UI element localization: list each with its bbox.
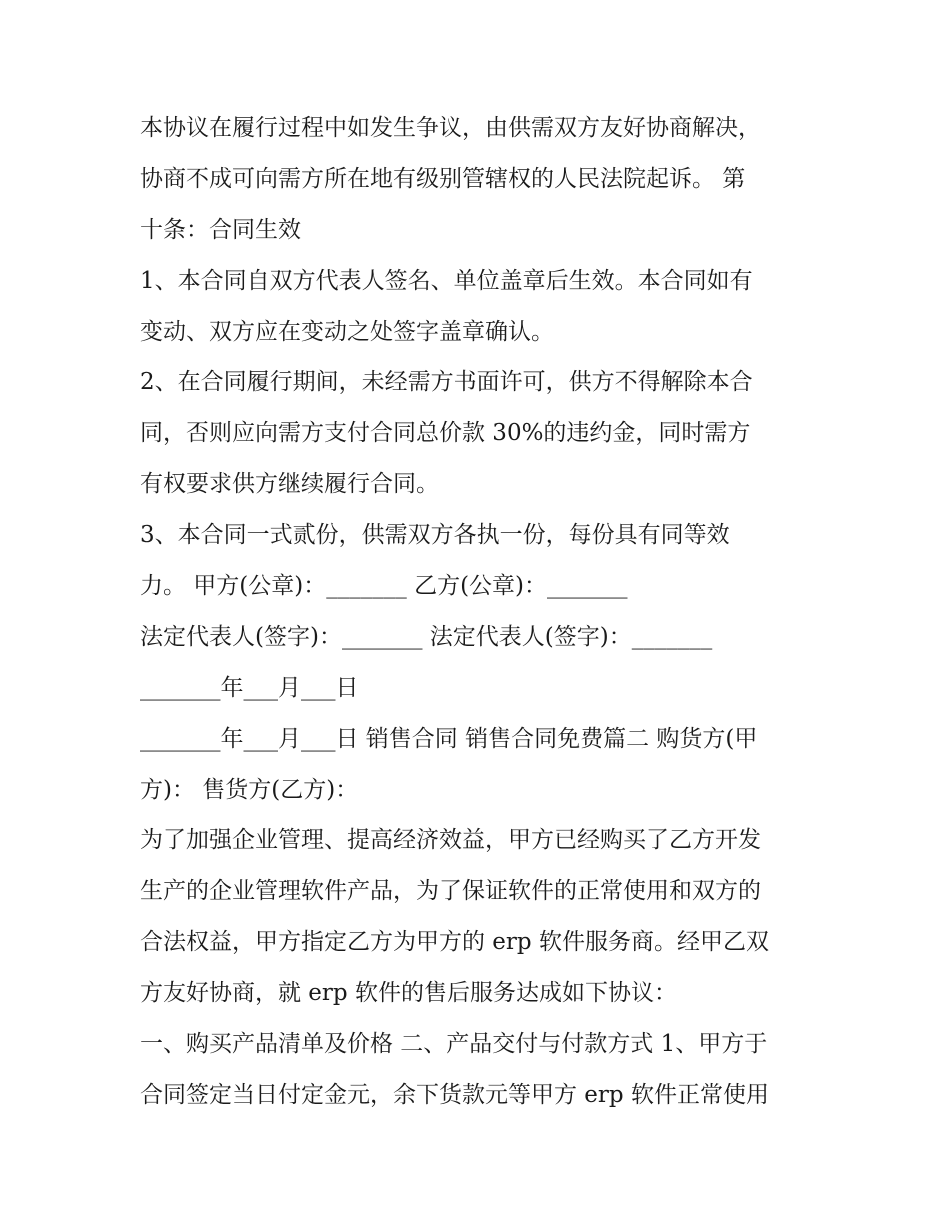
- signature-line-representatives: 法定代表人(签字)：_______ 法定代表人(签字)：_______: [140, 623, 713, 650]
- text-line-clause-1-cont: 变动、双方应在变动之处签字盖章确认。: [140, 318, 554, 345]
- text-line-sections: 一、购买产品清单及价格 二、产品交付与付款方式 1、甲方于: [140, 1031, 768, 1058]
- signature-line-seals: 力。 甲方(公章)：_______ 乙方(公章)：_______: [140, 573, 628, 600]
- date-line-party-b: _______年___月___日 销售合同 销售合同免费篇二 购货方(甲: [140, 725, 758, 752]
- text-line-clause-2-cont: 同，否则应向需方支付合同总价款 30%的违约金，同时需方: [140, 420, 751, 447]
- text-line-preamble-3: 合法权益，甲方指定乙方为甲方的 erp 软件服务商。经甲乙双: [140, 929, 769, 956]
- document-body: [140, 103, 830, 1121]
- section-heading-effectiveness: 十条：合同生效: [140, 216, 301, 243]
- text-line-payment: 合同签定当日付定金元，余下货款元等甲方 erp 软件正常使用: [140, 1081, 769, 1108]
- text-line-court: 协商不成可向需方所在地有级别管辖权的人民法院起诉。 第: [140, 165, 746, 192]
- text-line-clause-2: 2、在合同履行期间，未经需方书面许可，供方不得解除本合: [140, 369, 753, 396]
- text-line-preamble: 为了加强企业管理、提高经济效益，甲方已经购买了乙方开发: [140, 827, 761, 854]
- text-line-parties: 方)： 售货方(乙方)：: [140, 776, 359, 803]
- text-line-clause-1: 1、本合同自双方代表人签名、单位盖章后生效。本合同如有: [140, 267, 753, 294]
- text-line-clause-3: 3、本合同一式贰份，供需双方各执一份，每份具有同等效: [140, 522, 730, 549]
- text-line-dispute: 本协议在履行过程中如发生争议，由供需双方友好协商解决，: [140, 115, 761, 141]
- text-line-clause-2-end: 有权要求供方继续履行合同。: [140, 471, 439, 498]
- text-line-preamble-4: 方友好协商，就 erp 软件的售后服务达成如下协议：: [140, 980, 677, 1007]
- text-line-preamble-2: 生产的企业管理软件产品，为了保证软件的正常使用和双方的: [140, 878, 761, 905]
- date-line-party-a: _______年___月___日: [140, 674, 359, 701]
